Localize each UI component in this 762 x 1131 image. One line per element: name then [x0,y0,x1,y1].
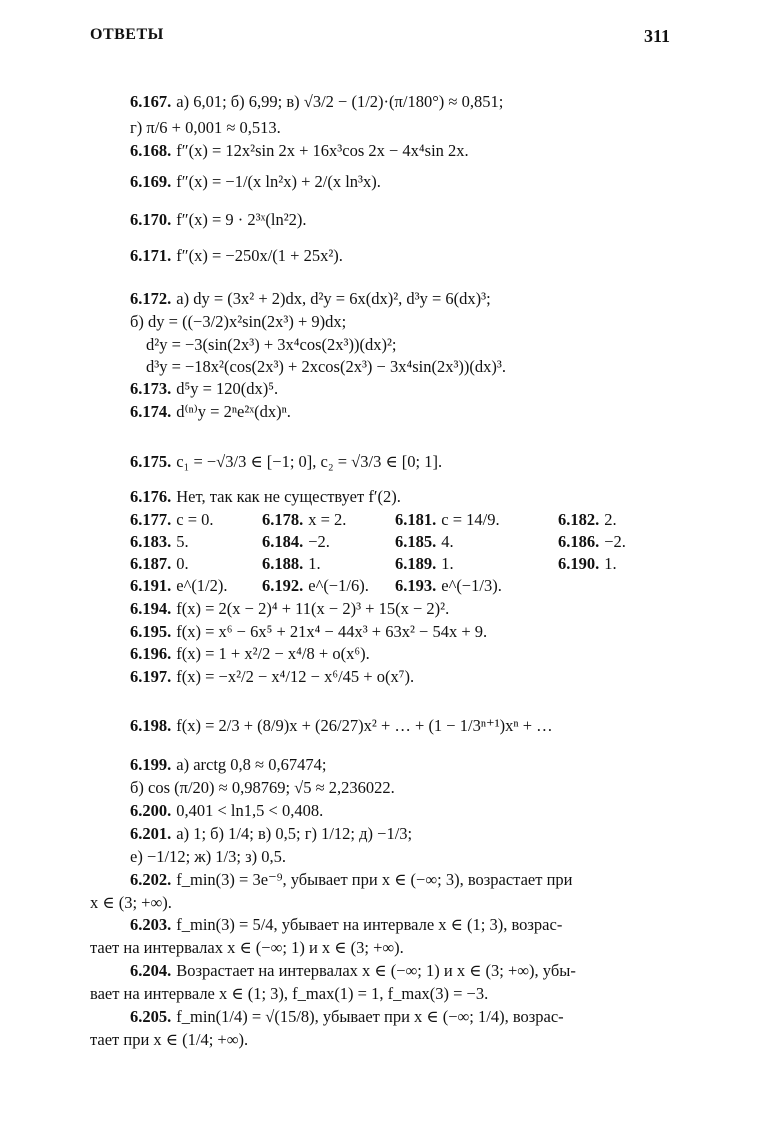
answer-text: e^(−1/3). [441,576,502,595]
answer-text: 0. [176,554,189,573]
answer-text: f″(x) = −250x/(1 + 25x²). [176,246,343,265]
answer-text: е) −1/12; ж) 1/3; з) 0,5. [130,847,286,866]
answer-text: −2. [308,532,330,551]
grid-cell [130,576,228,596]
answer-number: 6.190. [558,554,600,573]
answer-line [130,644,370,664]
grid-cell [130,554,189,574]
grid-cell [395,532,454,552]
answer-text: а) 1; б) 1/4; в) 0,5; г) 1/12; д) −1/3; [176,824,413,843]
answer-text: 0,401 < ln1,5 < 0,408. [176,801,324,820]
answer-text: 1. [308,554,321,573]
answer-number: 6.198. [130,716,172,735]
answer-number: 6.177. [130,510,172,529]
answer-line [146,335,397,355]
answer-number: 6.199. [130,755,172,774]
answer-line [130,847,286,867]
answer-text: б) dy = ((−3/2)x²sin(2x³) + 9)dx; [130,312,347,331]
answer-text: f(x) = 2/3 + (8/9)x + (26/27)x² + … + (1 − 1/3ⁿ⁺¹)xⁿ + … [176,716,553,735]
answer-text: f″(x) = 12x²sin 2x + 16x³cos 2x − 4x⁴sin 2x. [176,141,469,160]
answer-text: Нет, так как не существует f′(2). [176,487,401,506]
answer-text: d⁵y = 120(dx)⁵. [176,379,279,398]
grid-cell [262,576,369,596]
answer-line [90,984,488,1004]
answer-line [130,622,487,642]
grid-cell [558,554,617,574]
answer-number: 6.175. [130,452,172,471]
answer-number: 6.201. [130,824,172,843]
answer-number: 6.193. [395,576,437,595]
answer-number: 6.185. [395,532,437,551]
answer-line [130,487,401,507]
answer-line [130,961,576,981]
answer-number: 6.195. [130,622,172,641]
answer-text: −2. [604,532,626,551]
answer-line [130,801,323,821]
answer-text: 2. [604,510,617,529]
answer-line [130,379,278,399]
answer-text: c = 0. [176,510,214,529]
answer-line [130,824,412,844]
answer-line [146,357,506,377]
answer-text: б) cos (π/20) ≈ 0,98769; √5 ≈ 2,236022. [130,778,395,797]
answer-text: f_min(1/4) = √(15/8), убывает при x ∈ (−∞; 1/4), возрас- [176,1007,564,1026]
grid-cell [558,532,626,552]
answer-text: d²y = −3(sin(2x³) + 3x⁴cos(2x³))(dx)²; [146,335,397,354]
answer-text: d³y = −18x²(cos(2x³) + 2xcos(2x³) − 3x⁴sin(2x³))(dx)³. [146,357,506,376]
answer-number: 6.204. [130,961,172,980]
answer-number: 6.189. [395,554,437,573]
answer-text: а) 6,01; б) 6,99; в) √3/2 − (1/2)·(π/180°) ≈ 0,851; [176,92,504,111]
answer-line [130,755,326,775]
answer-text: e^(−1/6). [308,576,369,595]
answer-line [130,599,449,619]
answer-number: 6.202. [130,870,172,889]
answer-number: 6.200. [130,801,172,820]
answer-text: c = 14/9. [441,510,500,529]
answer-number: 6.184. [262,532,304,551]
answer-text: 1. [604,554,617,573]
answer-number: 6.171. [130,246,172,265]
answer-line [130,210,307,230]
answer-line [130,1007,564,1027]
answer-text: а) dy = (3x² + 2)dx, d²y = 6x(dx)², d³y = 6(dx)³; [176,289,491,308]
grid-cell [558,510,617,530]
grid-cell [262,554,321,574]
answer-line [130,92,503,112]
answer-text: f(x) = 1 + x²/2 − x⁴/8 + o(x⁶). [176,644,370,663]
answer-line [130,915,562,935]
answer-line [130,716,553,736]
answer-text: f(x) = 2(x − 2)⁴ + 11(x − 2)³ + 15(x − 2)². [176,599,450,618]
answer-text: c₁ = −√3/3 ∈ [−1; 0], c₂ = √3/3 ∈ [0; 1]. [176,452,443,471]
answer-text: e^(1/2). [176,576,228,595]
answer-text: f″(x) = −1/(x ln²x) + 2/(x ln³x). [176,172,381,191]
grid-cell [130,510,214,530]
answer-text: тает на интервалах x ∈ (−∞; 1) и x ∈ (3; +∞). [90,938,404,957]
answer-text: а) arctg 0,8 ≈ 0,67474; [176,755,327,774]
answer-text: г) π/6 + 0,001 ≈ 0,513. [130,118,281,137]
answer-line [130,172,381,192]
answer-text: f_min(3) = 5/4, убывает на интервале x ∈ (1; 3), возрас- [176,915,563,934]
answer-line [130,870,572,890]
answer-line [130,118,281,138]
answer-line [90,1030,248,1050]
answer-number: 6.174. [130,402,172,421]
answer-number: 6.203. [130,915,172,934]
answer-line [130,778,395,798]
answer-number: 6.169. [130,172,172,191]
answer-text: 1. [441,554,454,573]
answer-line [130,289,491,309]
answer-number: 6.187. [130,554,172,573]
answer-number: 6.196. [130,644,172,663]
answer-text: x = 2. [308,510,347,529]
answer-number: 6.182. [558,510,600,529]
answer-number: 6.181. [395,510,437,529]
grid-cell [395,576,502,596]
answer-number: 6.172. [130,289,172,308]
answer-number: 6.176. [130,487,172,506]
answer-text: тает при x ∈ (1/4; +∞). [90,1030,249,1049]
page-number: 311 [643,26,670,46]
answer-number: 6.178. [262,510,304,529]
answer-number: 6.194. [130,599,172,618]
grid-cell [395,554,454,574]
answer-line [130,312,346,332]
running-header-title: ОТВЕТЫ [90,26,164,43]
answer-text: x ∈ (3; +∞). [90,893,172,912]
answer-text: 4. [441,532,454,551]
answer-number: 6.197. [130,667,172,686]
answer-text: вает на интервале x ∈ (1; 3), f_max(1) = 1, f_max(3) = −3. [90,984,489,1003]
answer-number: 6.205. [130,1007,172,1026]
answer-text: f″(x) = 9 · 2³ˣ(ln²2). [176,210,307,229]
answer-line [130,246,343,266]
answer-text: 5. [176,532,189,551]
answer-text: f(x) = x⁶ − 6x⁵ + 21x⁴ − 44x³ + 63x² − 54x + 9. [176,622,488,641]
answer-number: 6.191. [130,576,172,595]
answer-line [130,452,442,472]
answer-number: 6.168. [130,141,172,160]
answer-number: 6.186. [558,532,600,551]
answer-number: 6.173. [130,379,172,398]
answer-line [130,141,469,161]
answer-text: f(x) = −x²/2 − x⁴/12 − x⁶/45 + o(x⁷). [176,667,415,686]
answer-number: 6.188. [262,554,304,573]
answer-text: d⁽ⁿ⁾y = 2ⁿe²ˣ(dx)ⁿ. [176,402,291,421]
answer-text: f_min(3) = 3e⁻⁹, убывает при x ∈ (−∞; 3), возрастает при [176,870,573,889]
answer-number: 6.167. [130,92,172,111]
answer-number: 6.192. [262,576,304,595]
grid-cell [130,532,189,552]
answer-text: Возрастает на интервалах x ∈ (−∞; 1) и x ∈ (3; +∞), убы- [176,961,576,980]
answer-line [90,938,404,958]
answer-number: 6.170. [130,210,172,229]
answer-line [90,893,172,913]
answer-number: 6.183. [130,532,172,551]
answer-line [130,402,291,422]
grid-cell [262,510,346,530]
grid-cell [395,510,500,530]
answer-line [130,667,414,687]
grid-cell [262,532,330,552]
